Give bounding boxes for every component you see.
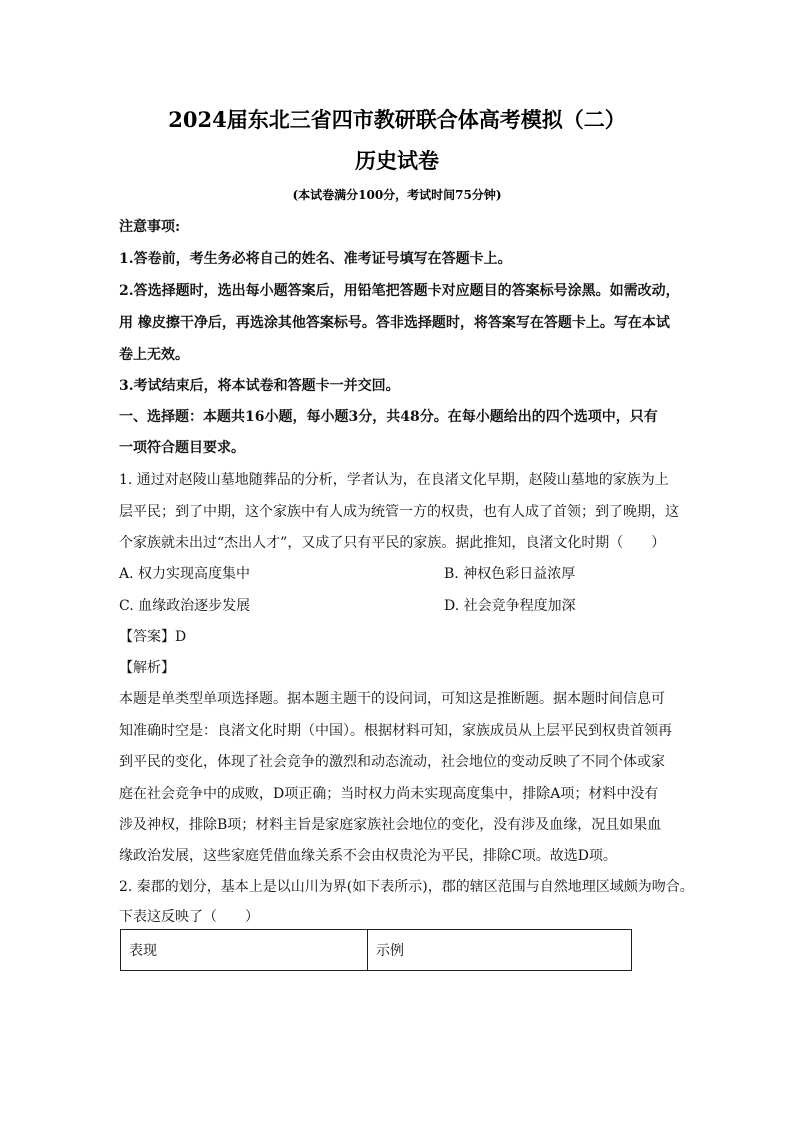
note-item: 3.考试结束后，将本试卷和答题卡一并交回。: [119, 378, 400, 394]
table-header-cell: 示例: [368, 930, 632, 971]
option-a: A. 权力实现高度集中: [119, 566, 251, 582]
question-1-text: 个家族就未出过“杰出人才”，又成了只有平民的家族。据此推知，良渚文化时期（ ）: [119, 535, 666, 551]
question-2-text: 2. 秦郡的划分，基本上是以山川为界(如下表所示)，郡的辖区范围与自然地理区域颇为吻合。: [119, 879, 694, 895]
exam-title: 2024届东北三省四市教研联合体高考模拟（二）: [168, 107, 626, 132]
analysis-text: 到平民的变化，体现了社会竞争的激烈和动态流动，社会地位的变动反映了不同个体或家: [119, 754, 665, 770]
exam-info: (本试卷满分100分，考试时间75分钟): [292, 188, 502, 202]
note-item: 2.答选择题时，选出每小题答案后，用铅笔把答题卡对应题目的答案标号涂黑。如需改动，: [119, 283, 680, 299]
analysis-text: 庭在社会竞争中的成败，D项正确；当时权力尚未实现高度集中，排除A项；材料中没有: [119, 786, 659, 802]
analysis-text: 涉及神权，排除B项；材料主旨是家庭家族社会地位的变化，没有涉及血缘，况且如果血: [119, 817, 662, 833]
question-2-text: 下表这反映了（ ）: [119, 909, 259, 925]
option-b: B. 神权色彩日益浓厚: [444, 566, 576, 582]
analysis-text: 知准确时空是：良渚文化时期（中国）。根据材料可知，家族成员从上层平民到权贵首领再: [119, 723, 672, 739]
section-heading: 一、选择题：本题共16小题，每小题3分，共48分。在每小题给出的四个选项中，只有: [119, 409, 658, 425]
analysis-text: 本题是单类型单项选择题。据本题主题干的设问词，可知这是推断题。据本题时间信息可: [119, 691, 665, 707]
subject-title: 历史试卷: [355, 148, 439, 173]
note-item: 1.答卷前，考生务必将自己的姓名、准考证号填写在答题卡上。: [119, 251, 512, 267]
notes-heading: 注意事项:: [119, 219, 181, 235]
question-2-table: [120, 929, 632, 971]
table-header-cell: 表现: [121, 930, 368, 971]
note-item: 用 橡皮擦干净后，再选涂其他答案标号。答非选择题时，将答案写在答题卡上。写在本试: [119, 315, 670, 331]
analysis-heading: 【解析】: [119, 660, 175, 676]
answer-label: 【答案】D: [119, 629, 187, 645]
analysis-text: 缘政治发展，这些家庭凭借血缘关系不会由权贵沦为平民，排除C项。故选D项。: [119, 848, 617, 864]
section-heading-cont: 一项符合题目要求。: [119, 440, 245, 456]
option-d: D. 社会竞争程度加深: [444, 598, 576, 614]
question-1-text: 层平民；到了中期，这个家族中有人成为统管一方的权贵，也有人成了首领；到了晚期，这: [119, 504, 679, 520]
table-row: [121, 930, 632, 971]
note-item: 卷上无效。: [119, 347, 189, 363]
option-c: C. 血缘政治逐步发展: [119, 598, 251, 614]
question-1-text: 1. 通过对赵陵山墓地随葬品的分析，学者认为，在良渚文化早期，赵陵山墓地的家族为上: [119, 472, 669, 488]
